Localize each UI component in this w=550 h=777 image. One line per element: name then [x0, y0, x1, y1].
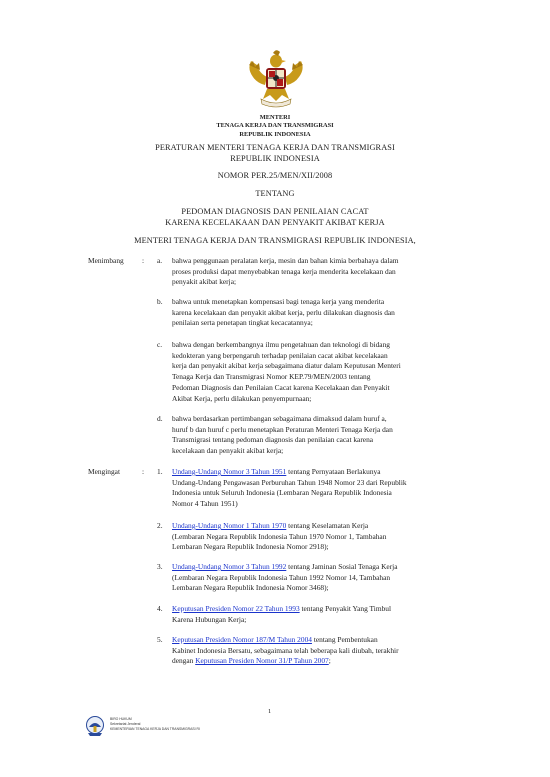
text-line: bahwa untuk menetapkan kompensasi bagi tenaga kerja yang menderita	[172, 297, 385, 306]
text-line: bahwa dengan berkembangnya ilmu pengetahuan dan teknologi di bidang	[172, 340, 390, 349]
tentang: TENTANG	[255, 189, 295, 198]
text-span: dengan	[172, 656, 196, 666]
text-line	[172, 467, 456, 478]
footer-line-2: Sekretariat Jenderal	[110, 722, 141, 726]
mengingat-label: Mengingat	[88, 467, 121, 476]
menimbang-marker-a: a.	[157, 256, 163, 265]
nomor: NOMOR PER.25/MEN/XII/2008	[217, 171, 333, 180]
menimbang-marker-d: d.	[157, 414, 163, 423]
text-span: tentang Jaminan Sosial Tenaga Kerja	[286, 562, 398, 571]
menimbang-item-a	[172, 256, 456, 288]
mengingat-marker-3: 3.	[157, 562, 163, 571]
text-line: Transmigrasi tentang pedoman diagnosis dan penilaian cacat karena	[172, 435, 374, 445]
text-line: huruf b dan huruf c perlu menetapkan Peraturan Menteri Tenaga Kerja dan	[172, 424, 393, 434]
mengingat-item-3	[172, 562, 456, 594]
text-line: karena kecelakaan dan penyakit akibat kerja, perlu dilakukan diagnosis dan	[172, 307, 395, 317]
title-line-1: PERATURAN MENTERI TENAGA KERJA DAN TRANSMIGRASI	[155, 143, 395, 152]
title-line-2: REPUBLIK INDONESIA	[230, 154, 320, 163]
mengingat-marker-2: 2.	[157, 521, 163, 530]
law-link-keppres-31p-2007[interactable]: Keputusan Presiden Nomor 31/P Tahun 2007	[195, 656, 329, 666]
text-line: penilaian serta penetapan tingkat kecacatannya;	[172, 318, 313, 328]
law-link-keppres-187m-2004[interactable]: Keputusan Presiden Nomor 187/M Tahun 2004	[172, 635, 312, 644]
menimbang-marker-b: b.	[157, 297, 163, 306]
menimbang-item-d	[172, 414, 456, 457]
text-line: Akibat Kerja, perlu dilakukan penyempurnaan;	[172, 393, 312, 403]
subject-line-1: PEDOMAN DIAGNOSIS DAN PENILAIAN CACAT	[181, 207, 369, 216]
text-line: kedokteran yang berpengaruh terhadap penilaian cacat akibat kecelakaan	[172, 350, 388, 360]
text-line: Lembaran Negara Republik Indonesia Nomor 2918);	[172, 542, 329, 552]
text-line	[172, 635, 456, 646]
text-line: Indonesia untuk Seluruh Indonesia (Lembaran Negara Republik Indonesia	[172, 488, 392, 498]
footer-line-1: BIRO HUKUM	[110, 717, 132, 721]
issuer: MENTERI TENAGA KERJA DAN TRANSMIGRASI REPUBLIK INDONESIA,	[134, 236, 416, 245]
text-line: Kabinet Indonesia Bersatu, sebagaimana telah beberapa kali diubah, terakhir	[172, 645, 399, 655]
law-link-keppres-22-1993[interactable]: Keputusan Presiden Nomor 22 Tahun 1993	[172, 604, 300, 613]
law-link-uu-1-1970[interactable]: Undang-Undang Nomor 1 Tahun 1970	[172, 521, 287, 530]
menimbang-marker-c: c.	[157, 340, 163, 349]
menimbang-item-b	[172, 297, 456, 329]
text-line	[172, 656, 456, 667]
text-line: Lembaran Negara Republik Indonesia Nomor 3468);	[172, 583, 329, 593]
mengingat-item-2	[172, 521, 456, 553]
mengingat-item-5	[172, 635, 456, 667]
text-span: ;	[328, 656, 331, 666]
text-line	[172, 604, 456, 615]
text-line: (Lembaran Negara Republik Indonesia Tahun 1970 Nomor 1, Tambahan	[172, 531, 387, 541]
ministry-logo-icon	[85, 715, 105, 737]
law-link-uu-3-1992[interactable]: Undang-Undang Nomor 3 Tahun 1992	[172, 562, 287, 571]
menimbang-colon: :	[142, 256, 145, 265]
header-line-2: TENAGA KERJA DAN TRANSMIGRASI	[216, 122, 334, 130]
mengingat-marker-1: 1.	[157, 467, 163, 476]
law-link-uu-3-1951[interactable]: Undang-Undang Nomor 3 Tahun 1951	[172, 467, 287, 476]
text-line: Undang-Undang Pengawasan Perburuhan Tahun 1948 Nomor 23 dari Republik	[172, 477, 407, 487]
menimbang-label: Menimbang	[88, 256, 124, 265]
subject-line-2: KARENA KECELAKAAN DAN PENYAKIT AKIBAT KERJA	[165, 218, 385, 227]
header-line-1: MENTERI	[259, 114, 291, 121]
page-number: 1	[268, 708, 272, 715]
garuda-emblem-icon	[243, 47, 309, 111]
text-line: proses produksi dapat menyebabkan tenaga kerja menderita kecelakaan dan	[172, 266, 396, 276]
text-line	[172, 521, 456, 532]
mengingat-item-4	[172, 604, 456, 625]
text-line	[172, 562, 456, 573]
header-line-3: REPUBLIK INDONESIA	[239, 130, 311, 138]
text-line: Tenaga Kerja dan Transmigrasi Nomor KEP.79/MEN/2003 tentang	[172, 372, 371, 382]
text-line: (Lembaran Negara Republik Indonesia Tahun 1992 Nomor 14, Tambahan	[172, 572, 391, 582]
text-line: Pedoman Diagnosis dan Penilaian Cacat karena Kecelakaan dan Penyakit	[172, 382, 390, 392]
mengingat-colon: :	[142, 467, 145, 476]
ministry-header	[0, 114, 550, 139]
text-span: tentang Penyakit Yang Timbul	[299, 604, 392, 613]
mengingat-marker-4: 4.	[157, 604, 163, 613]
text-line: bahwa berdasarkan pertimbangan sebagaimana dimaksud dalam huruf a,	[172, 414, 387, 423]
mengingat-item-1	[172, 467, 456, 510]
menimbang-item-c	[172, 340, 456, 404]
text-line: Karena Hubungan Kerja;	[172, 614, 247, 624]
text-line: Nomor 4 Tahun 1951)	[172, 499, 238, 509]
text-span: tentang Pembentukan	[311, 635, 378, 644]
text-span: tentang Keselamatan Kerja	[286, 521, 369, 530]
footer-line-3: KEMENTERIAN TENAGA KERJA DAN TRANSMIGRASI RI	[110, 727, 200, 731]
text-line: penyakit akibat kerja;	[172, 277, 237, 287]
text-line: kerja dan penyakit akibat kerja sebagaimana diatur dalam Keputusan Menteri	[172, 361, 401, 371]
text-line: kecelakaan dan penyakit akibat kerja;	[172, 446, 284, 456]
mengingat-marker-5: 5.	[157, 635, 163, 644]
text-line: bahwa penggunaan peralatan kerja, mesin dan bahan kimia berbahaya dalam	[172, 256, 399, 265]
text-span: tentang Pernyataan Berlakunya	[286, 467, 381, 476]
